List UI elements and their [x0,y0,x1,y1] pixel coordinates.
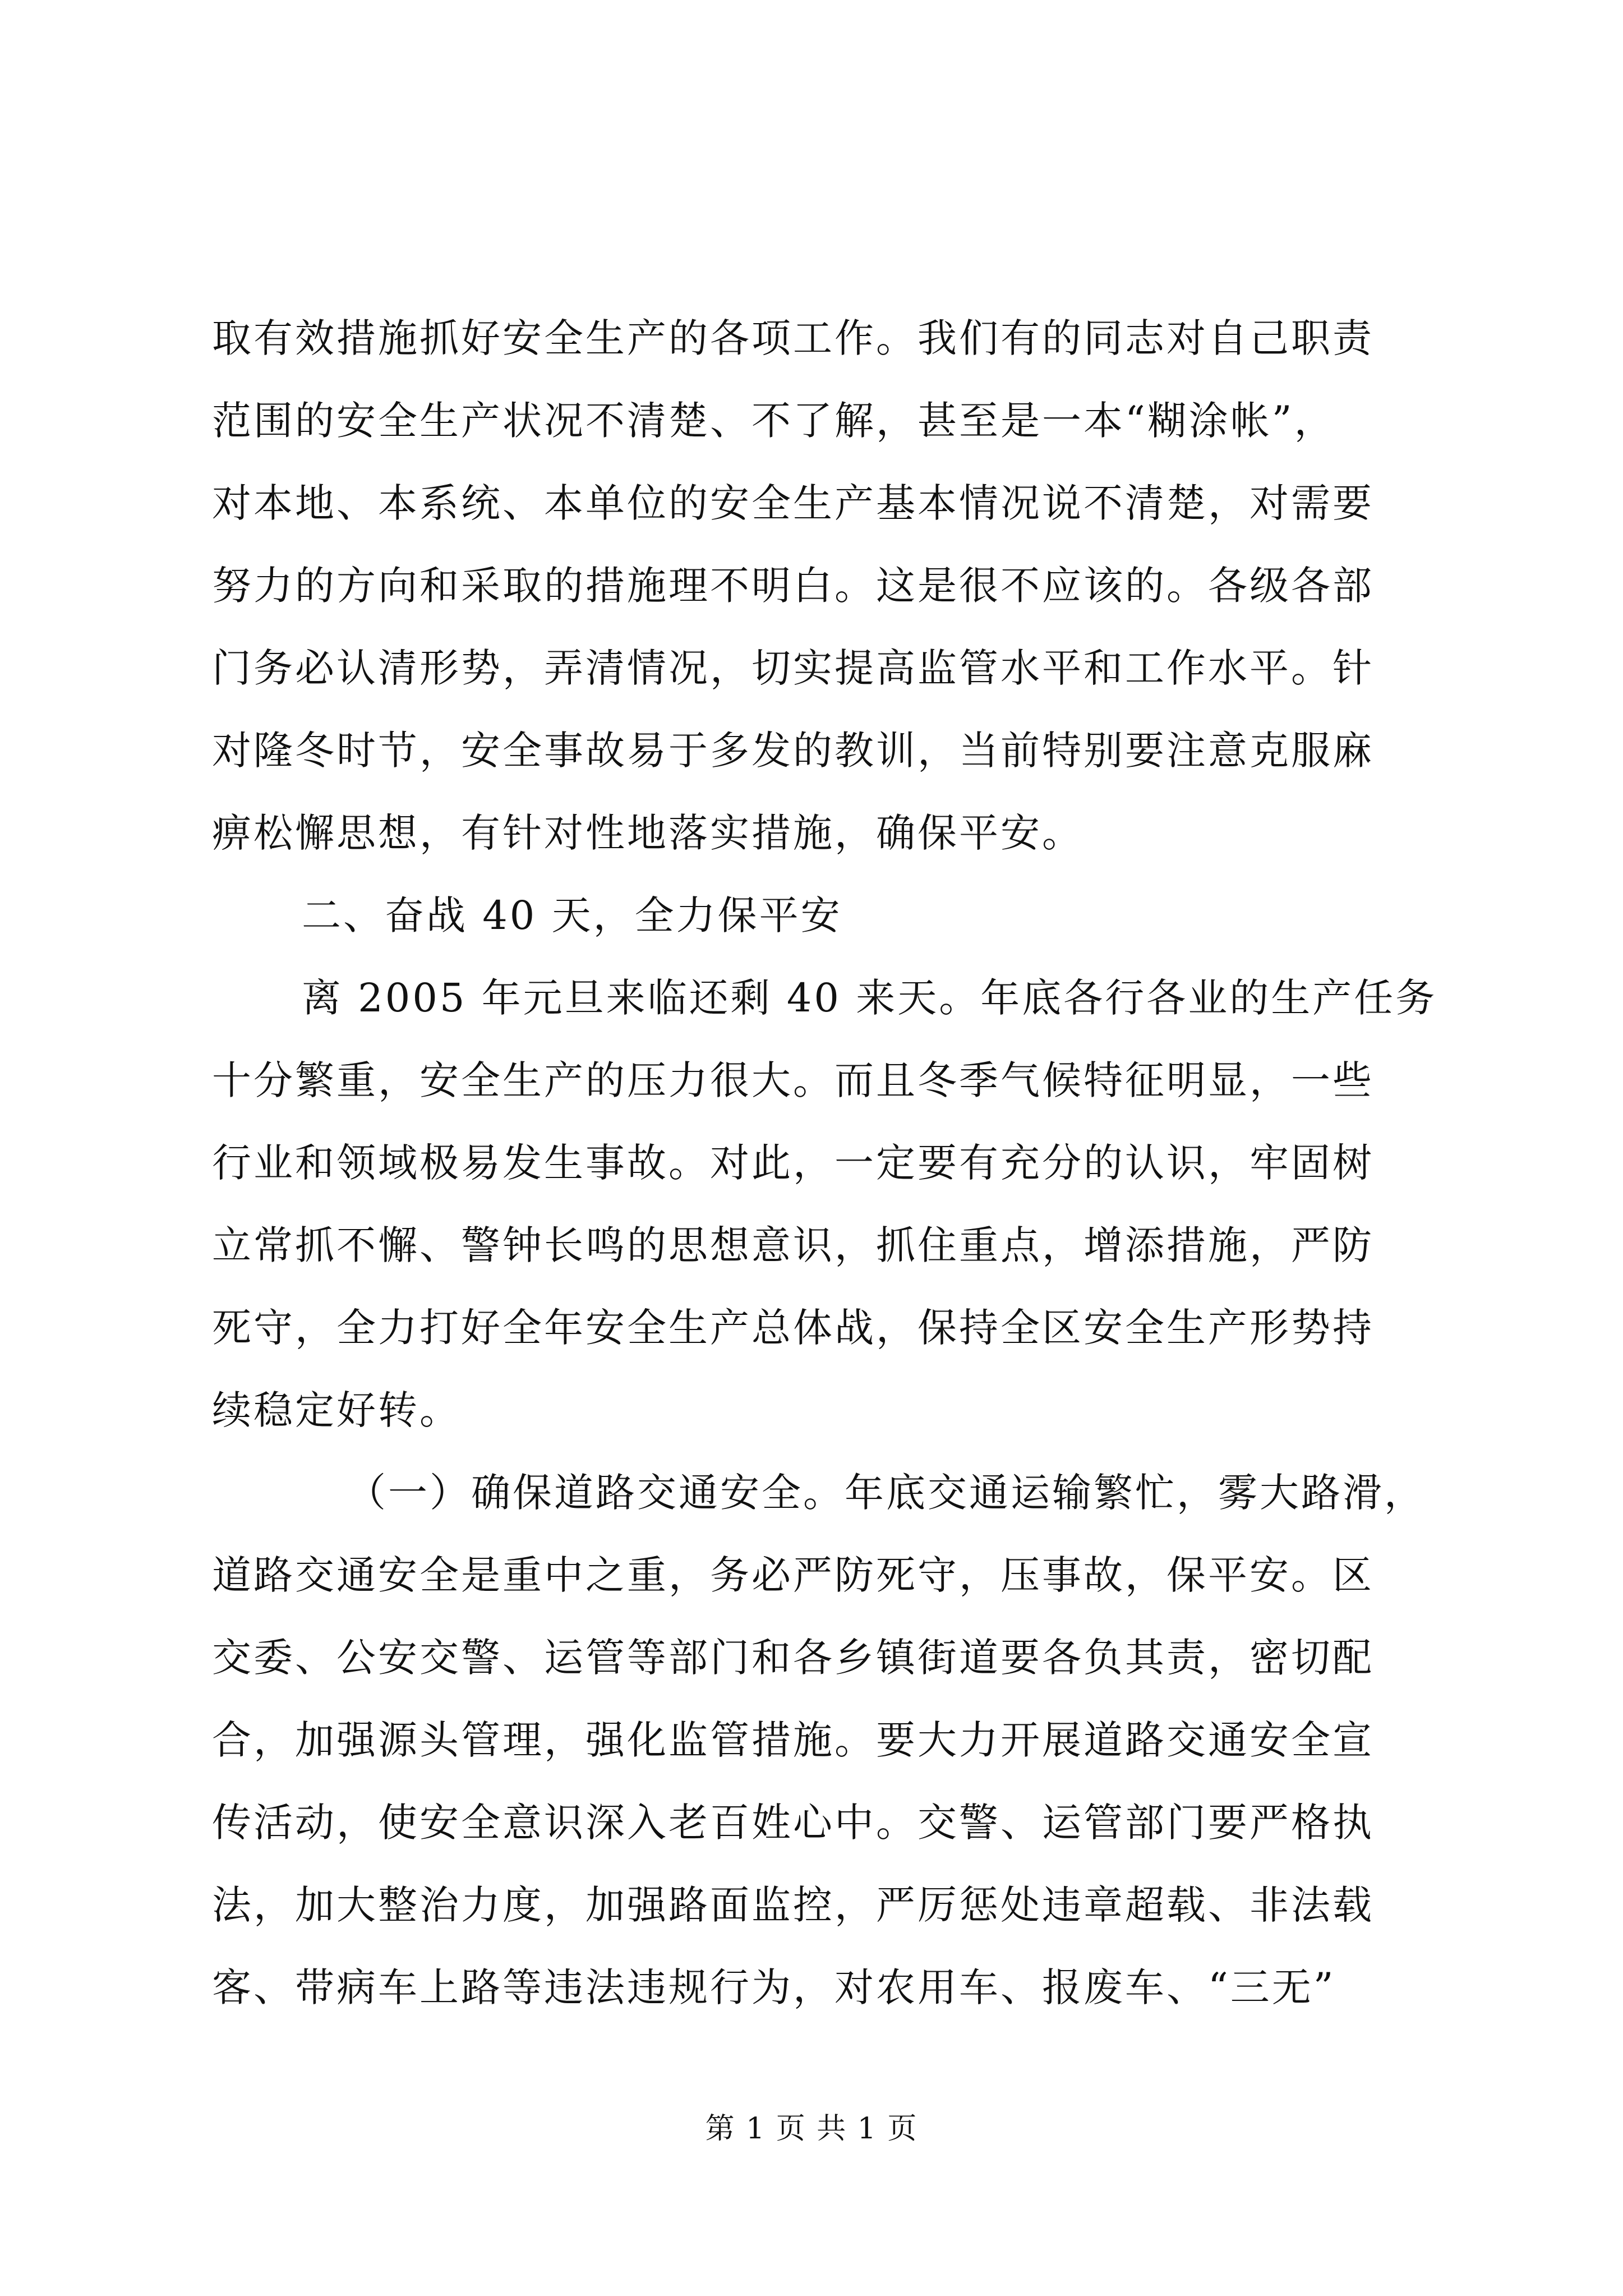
text-line: 传活动，使安全意识深入老百姓心中。交警、运管部门要严格执 [212,1800,1374,1846]
text-line: 离 2005 年元旦来临还剩 40 来天。年底各行各业的生产任务 [302,975,1437,1021]
page-footer: 第 1 页 共 1 页 [705,2112,918,2146]
text-line: 对隆冬时节，安全事故易于多发的教训，当前特别要注意克服麻 [212,728,1374,774]
text-line: 死守，全力打好全年安全生产总体战，保持全区安全生产形势持 [212,1305,1374,1351]
text-line: 客、带病车上路等违法违规行为，对农用车、报废车、“三无” [212,1964,1336,2010]
text-line: 合，加强源头管理，强化监管措施。要大力开展道路交通安全宣 [212,1717,1374,1763]
text-line: 门务必认清形势，弄清情况，切实提高监管水平和工作水平。针 [212,645,1374,691]
text-line: 痹松懈思想，有针对性地落实措施，确保平安。 [212,810,1083,856]
text-line: 十分繁重，安全生产的压力很大。而且冬季气候特征明显，一些 [212,1057,1374,1103]
text-line: 对本地、本系统、本单位的安全生产基本情况说不清楚，对需要 [212,480,1374,526]
text-line: 道路交通安全是重中之重，务必严防死守，压事故，保平安。区 [212,1552,1374,1598]
text-line: 交委、公安交警、运管等部门和各乡镇街道要各负其责，密切配 [212,1635,1374,1681]
document-body [212,297,1437,2029]
text-line: 续稳定好转。 [212,1387,461,1433]
text-line: 法，加大整治力度，加强路面监控，严厉惩处违章超载、非法载 [212,1882,1374,1928]
text-line: 立常抓不懈、警钟长鸣的思想意识，抓住重点，增添措施，严防 [212,1222,1374,1268]
subsection-line: （一）确保道路交通安全。年底交通运输繁忙，雾大路滑， [347,1470,1426,1516]
text-line: 取有效措施抓好安全生产的各项工作。我们有的同志对自己职责 [212,315,1374,361]
text-line: 努力的方向和采取的措施理不明白。这是很不应该的。各级各部 [212,563,1374,609]
section-heading: 二、奋战 40 天，全力保平安 [302,892,842,938]
text-line: 行业和领域极易发生事故。对此，一定要有充分的认识，牢固树 [212,1140,1374,1186]
text-line: 范围的安全生产状况不清楚、不了解，甚至是一本“糊涂帐”， [212,398,1336,444]
